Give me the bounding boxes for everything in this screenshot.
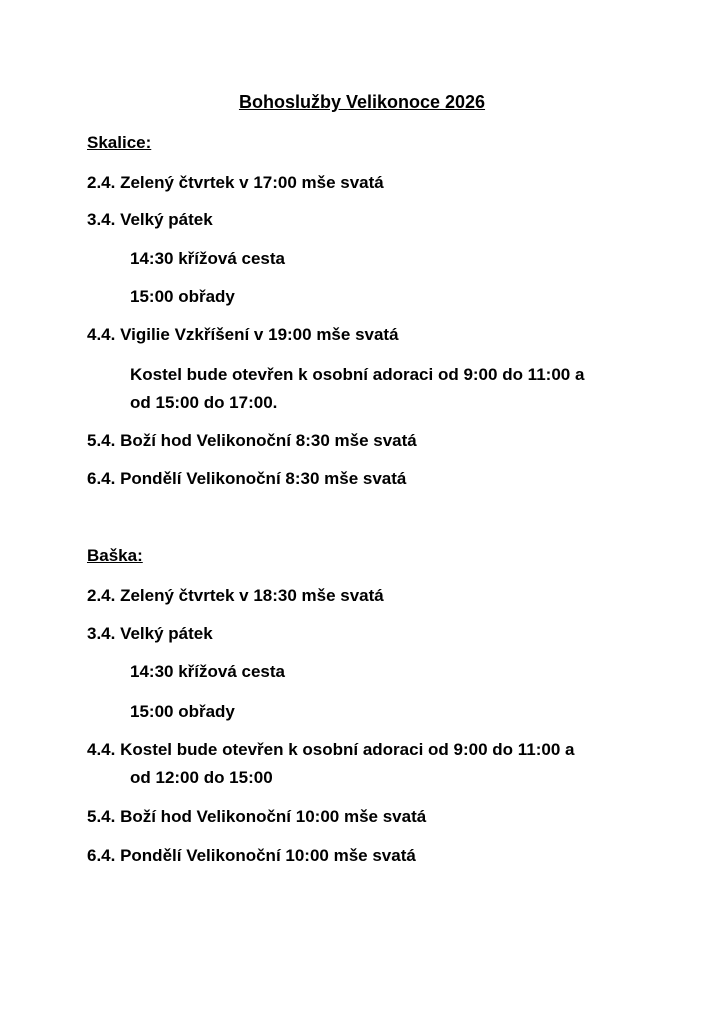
schedule-subline: 14:30 křížová cesta: [130, 662, 285, 681]
schedule-line: 5.4. Boží hod Velikonoční 10:00 mše svatá: [87, 807, 427, 826]
section-heading-baska: Baška:: [87, 546, 143, 565]
schedule-subline: Kostel bude otevřen k osobní adoraci od 9:00 do 11:00 a: [130, 365, 585, 384]
schedule-subline: 15:00 obřady: [130, 702, 235, 721]
schedule-line: 6.4. Pondělí Velikonoční 8:30 mše svatá: [87, 469, 407, 488]
schedule-subline: 15:00 obřady: [130, 287, 235, 306]
schedule-subline: 14:30 křížová cesta: [130, 249, 285, 268]
schedule-line: 4.4. Kostel bude otevřen k osobní adoraci od 9:00 do 11:00 a: [87, 740, 575, 759]
schedule-line: 2.4. Zelený čtvrtek v 18:30 mše svatá: [87, 586, 384, 605]
schedule-line: 3.4. Velký pátek: [87, 624, 213, 643]
page-title: Bohoslužby Velikonoce 2026: [238, 92, 486, 112]
schedule-subline: od 12:00 do 15:00: [130, 768, 273, 787]
schedule-subline: od 15:00 do 17:00.: [130, 393, 278, 412]
schedule-line: 5.4. Boží hod Velikonoční 8:30 mše svatá: [87, 431, 417, 450]
section-heading-skalice: Skalice:: [87, 133, 152, 152]
schedule-line: 4.4. Vigilie Vzkříšení v 19:00 mše svatá: [87, 325, 399, 344]
schedule-line: 6.4. Pondělí Velikonoční 10:00 mše svatá: [87, 846, 416, 865]
schedule-line: 2.4. Zelený čtvrtek v 17:00 mše svatá: [87, 173, 384, 192]
schedule-line: 3.4. Velký pátek: [87, 210, 213, 229]
